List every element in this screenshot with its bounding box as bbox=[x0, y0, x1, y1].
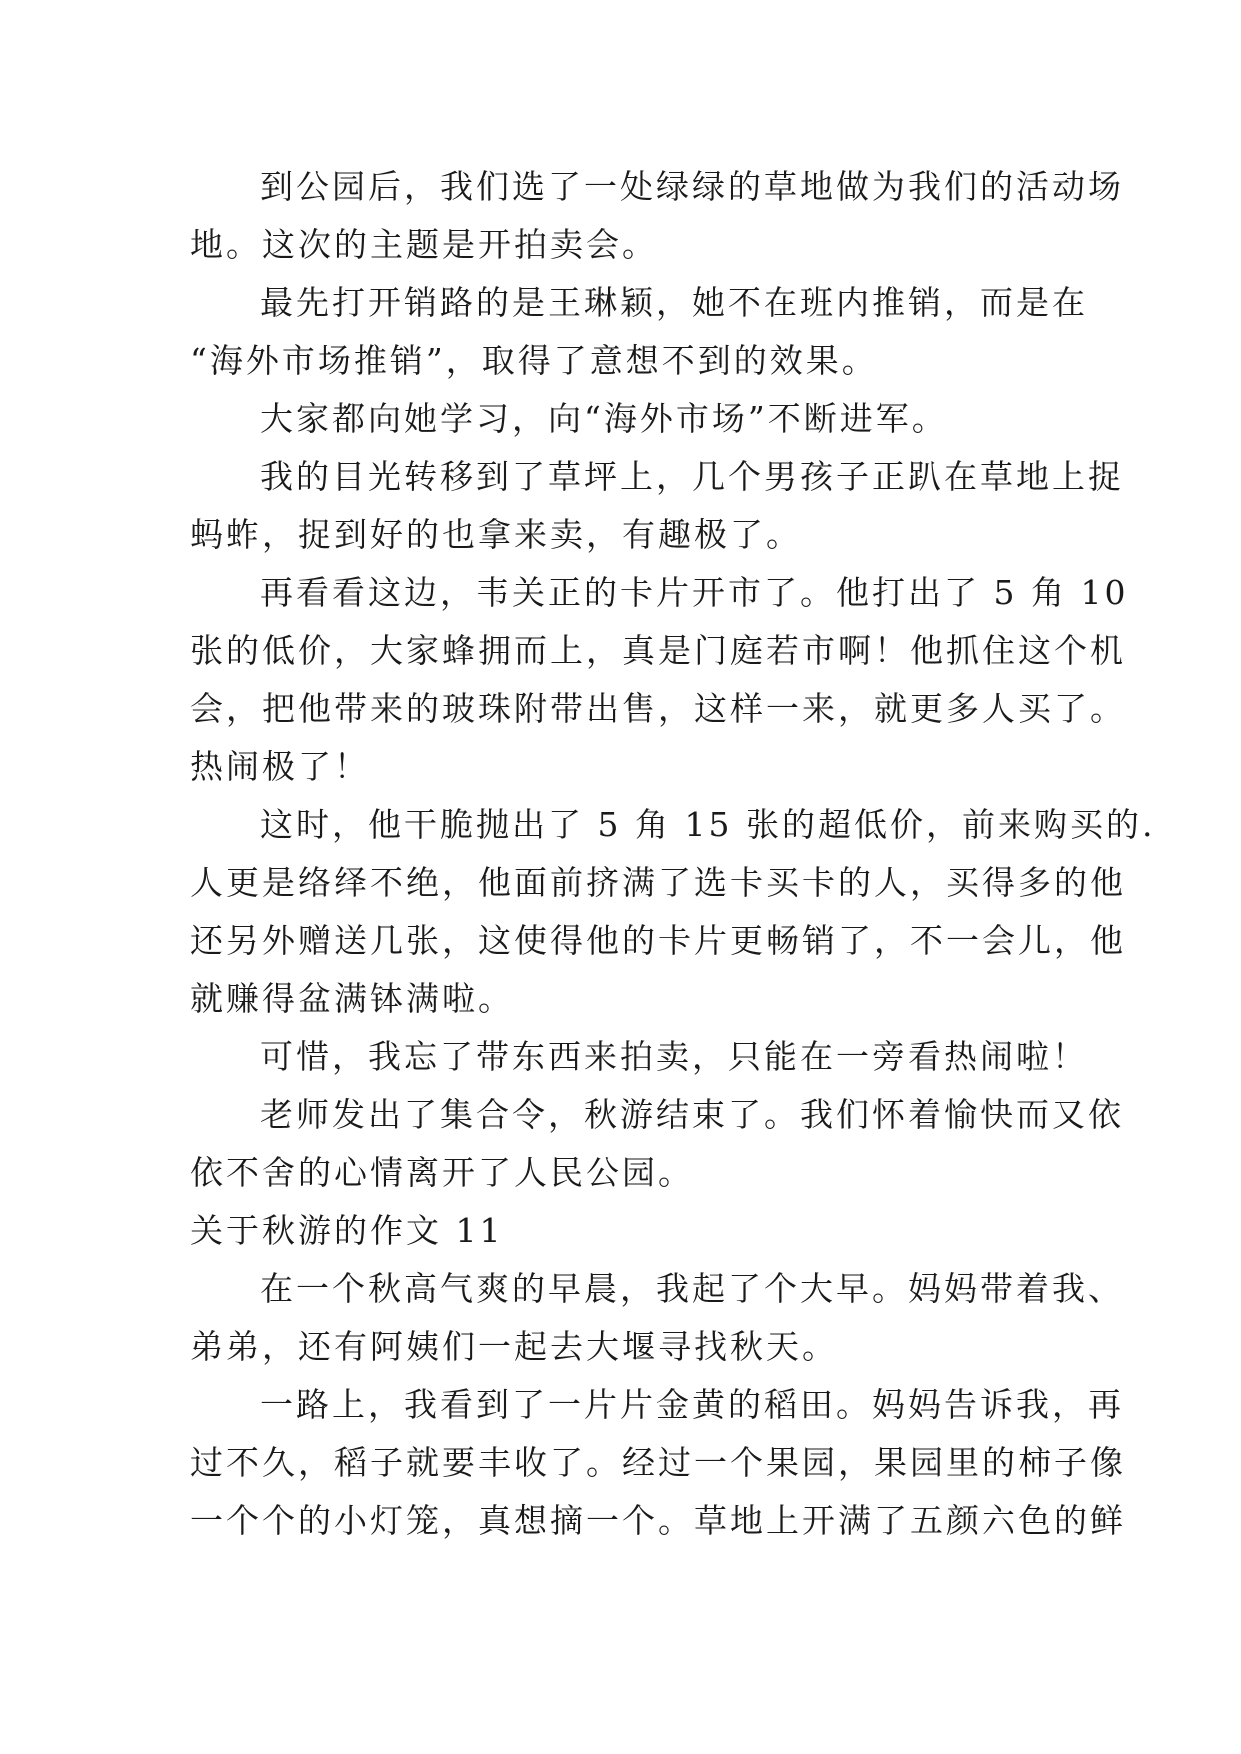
text-line: 在一个秋高气爽的早晨，我起了个大早。妈妈带着我、 bbox=[260, 1269, 1124, 1308]
text-line: 我的目光转移到了草坪上，几个男孩子正趴在草地上捉 bbox=[260, 457, 1124, 496]
text-line: 一个个的小灯笼，真想摘一个。草地上开满了五颜六色的鲜 bbox=[190, 1501, 1126, 1540]
text-line: 会，把他带来的玻珠附带出售，这样一来，就更多人买了。 bbox=[190, 689, 1126, 728]
text-line: 这时，他干脆抛出了 5 角 15 张的超低价，前来购买的. bbox=[260, 805, 1156, 844]
text-line: 张的低价，大家蜂拥而上，真是门庭若市啊！他抓住这个机 bbox=[190, 631, 1126, 670]
text-line: 人更是络绎不绝，他面前挤满了选卡买卡的人，买得多的他 bbox=[190, 863, 1126, 902]
text-line: 依不舍的心情离开了人民公园。 bbox=[190, 1153, 694, 1192]
text-line: 老师发出了集合令，秋游结束了。我们怀着愉快而又依 bbox=[260, 1095, 1124, 1134]
text-line: 就赚得盆满钵满啦。 bbox=[190, 979, 514, 1018]
text-line: 一路上，我看到了一片片金黄的稻田。妈妈告诉我，再 bbox=[260, 1385, 1124, 1424]
text-line: 大家都向她学习，向“海外市场”不断进军。 bbox=[260, 399, 948, 438]
text-line: 还另外赠送几张，这使得他的卡片更畅销了，不一会儿，他 bbox=[190, 921, 1126, 960]
section-heading: 关于秋游的作文 11 bbox=[190, 1211, 504, 1250]
text-line: 热闹极了！ bbox=[190, 747, 370, 786]
text-line: 到公园后，我们选了一处绿绿的草地做为我们的活动场 bbox=[260, 167, 1124, 206]
text-line: 地。这次的主题是开拍卖会。 bbox=[190, 225, 658, 264]
essay-text-body bbox=[190, 158, 1156, 1550]
text-line: 可惜，我忘了带东西来拍卖，只能在一旁看热闹啦！ bbox=[260, 1037, 1088, 1076]
text-line: 再看看这边，韦关正的卡片开市了。他打出了 5 角 10 bbox=[260, 573, 1129, 612]
text-line: 弟弟，还有阿姨们一起去大堰寻找秋天。 bbox=[190, 1327, 838, 1366]
text-line: 蚂蚱，捉到好的也拿来卖，有趣极了。 bbox=[190, 515, 802, 554]
text-line: 最先打开销路的是王琳颖，她不在班内推销，而是在 bbox=[260, 283, 1088, 322]
text-line: “海外市场推销”，取得了意想不到的效果。 bbox=[190, 341, 878, 380]
text-line: 过不久，稻子就要丰收了。经过一个果园，果园里的柿子像 bbox=[190, 1443, 1126, 1482]
